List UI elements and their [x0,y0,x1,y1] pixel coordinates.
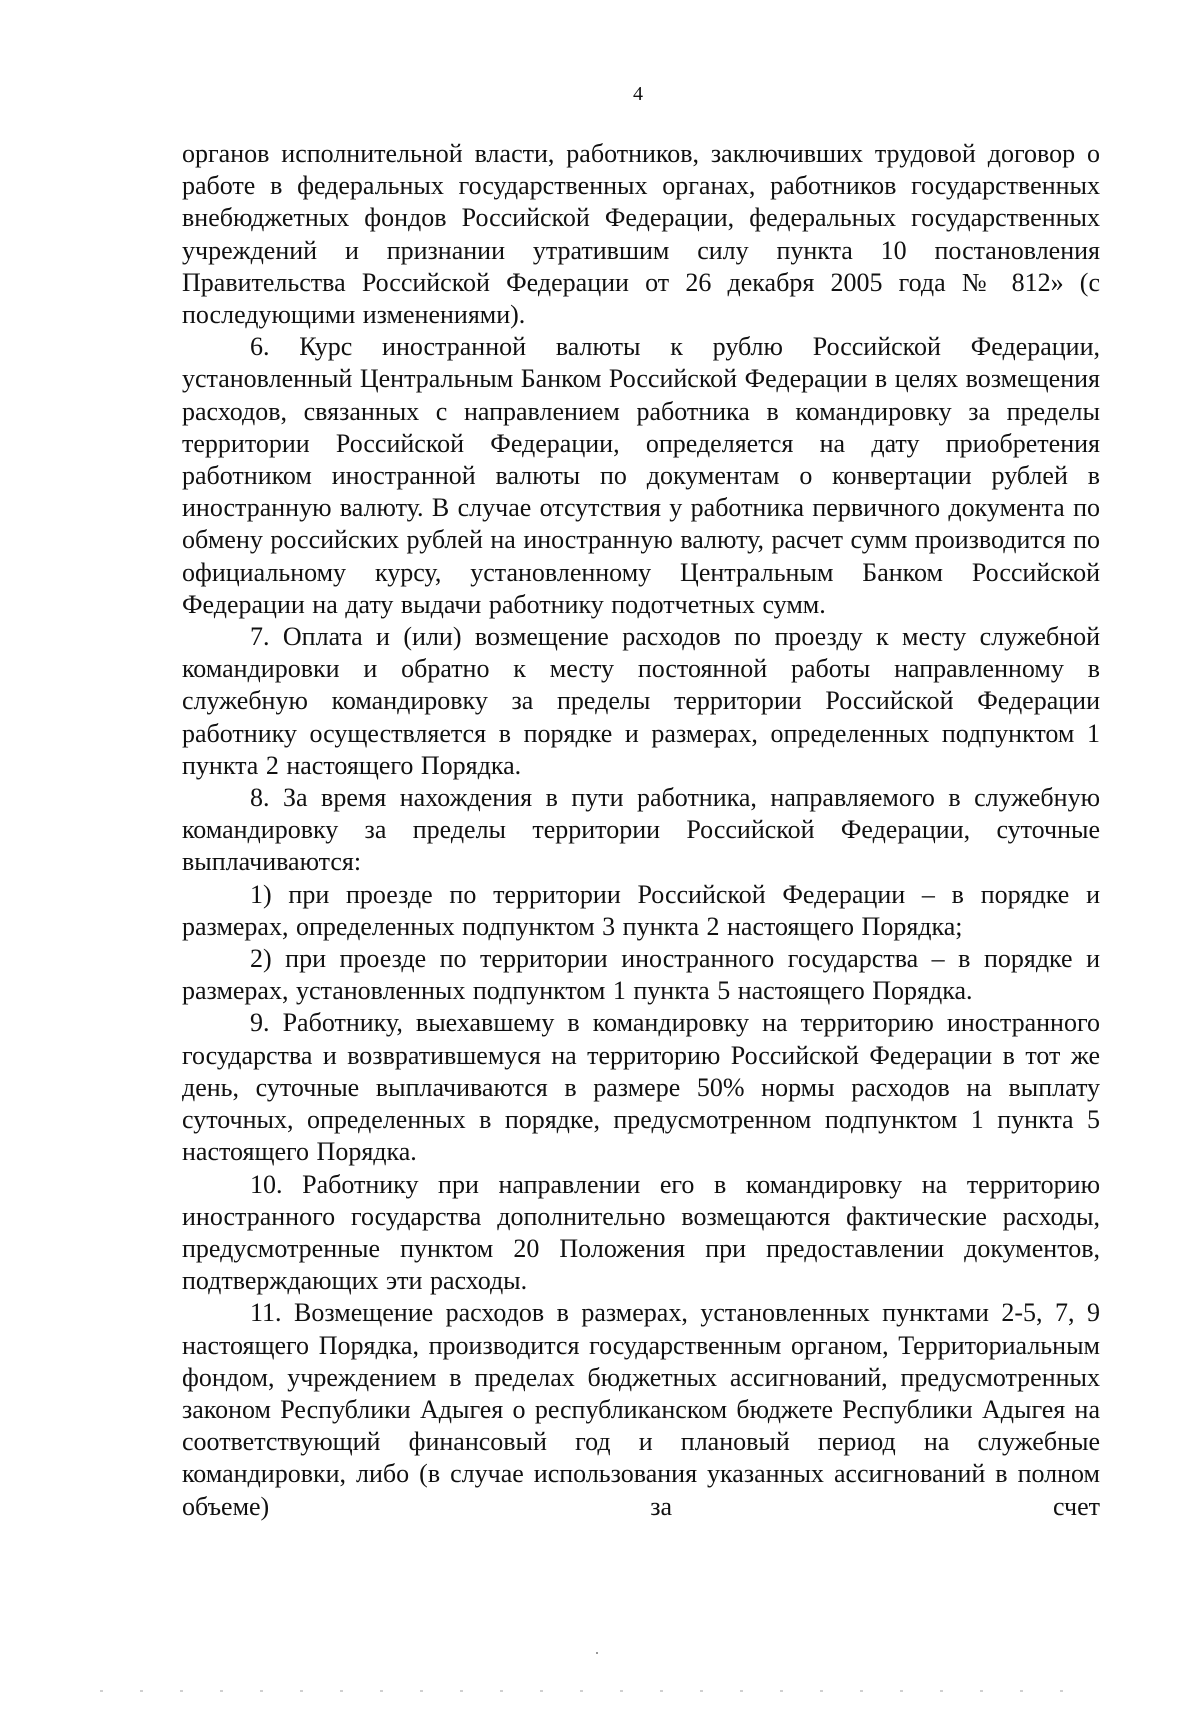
scan-edge-artifact [100,1690,1100,1692]
paragraph-subitem-8-2: 2) при проезде по территории иностранного государства – в порядке и размерах, установленных подпунктом 1 пункта 5 настоящего Порядка. [182,944,1100,1006]
paragraph-item-8: 8. За время нахождения в пути работника, направляемого в служебную командировку за пределы территории Российской Федерации, суточные выплачиваются: [182,783,1100,877]
scan-artifact-dot [596,1652,598,1654]
paragraph-item-9: 9. Работнику, выехавшему в командировку на территорию иностранного государства и возвратившемуся на территорию Российской Федерации в тот же день, суточные выплачиваются в размере 50% нормы расходов на выплату суточных, определенных в порядке, предусмотренном подпунктом 1 пункта 5 настоящего Порядка. [182,1008,1100,1167]
paragraph-item-6: 6. Курс иностранной валюты к рублю Российской Федерации, установленный Центральным Банком Российской Федерации в целях возмещения расходов, связанных с направлением работника в командировку за пределы территории Российской Федерации, определяется на дату приобретения работником иностранной валюты по документам о конвертации рублей в иностранную валюту. В случае отсутствия у работника первичного документа по обмену российских рублей на иностранную валюту, расчет сумм производится по официальному курсу, установленному Центральным Банком Российской Федерации на дату выдачи работнику подотчетных сумм. [182,332,1100,619]
document-body [182,138,1100,1523]
paragraph-item-10: 10. Работнику при направлении его в командировку на территорию иностранного государства дополнительно возмещаются фактические расходы, предусмотренные пунктом 20 Положения при предоставлении документов, подтверждающих эти расходы. [182,1169,1100,1296]
page-number: 4 [633,83,643,105]
paragraph-item-11: 11. Возмещение расходов в размерах, установленных пунктами 2-5, 7, 9 настоящего Порядка, производится государственным органом, Территориальным фондом, учреждением в пределах бюджетных ассигнований, предусмотренных законом Республики Адыгея о республиканском бюджете Республики Адыгея на соответствующий финансовый год и плановый период на служебные командировки, либо (в случае использования указанных ассигнований в полном объеме) за счет [182,1298,1100,1521]
paragraph-item-7: 7. Оплата и (или) возмещение расходов по проезду к месту служебной командировки и обратно к месту постоянной работы направленному в служебную командировку за пределы территории Российской Федерации работнику осуществляется в порядке и размерах, определенных подпунктом 1 пункта 2 настоящего Порядка. [182,622,1100,780]
paragraph-continuation: органов исполнительной власти, работников, заключивших трудовой договор о работе в федеральных государственных органах, работников государственных внебюджетных фондов Российской Федерации, федеральных государственных учреждений и признании утратившим силу пункта 10 постановления Правительства Российской Федерации от 26 декабря 2005 года № 812» (с последующими изменениями). [182,139,1100,330]
paragraph-subitem-8-1: 1) при проезде по территории Российской Федерации – в порядке и размерах, определенных подпунктом 3 пункта 2 настоящего Порядка; [182,879,1100,941]
